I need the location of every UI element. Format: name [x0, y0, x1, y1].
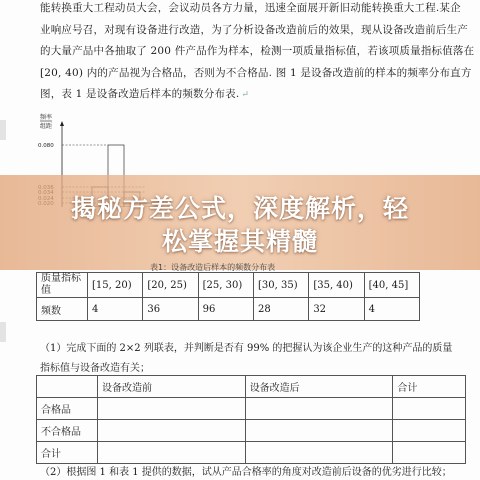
- bin-label: [30, 35): [257, 279, 298, 291]
- bin-label: [40, 45]: [368, 279, 409, 291]
- intro-line: [20, 40) 内的产品视为合格品，否则为不合格品. 图 1 是设备改造前的样本的频率分布直方: [40, 66, 472, 79]
- question-2: （2）根据图 1 和表 1 提供的数据，试从产品合格率的角度对改造前后设备的优劣进行比较；: [40, 467, 452, 478]
- column-header: [245, 376, 393, 398]
- row-header: [37, 420, 98, 442]
- empty-cell: [98, 398, 246, 420]
- table-row: [37, 298, 420, 321]
- count-cell: [253, 298, 308, 321]
- count-cell: [198, 298, 253, 321]
- y-tick-label: 0.080: [38, 143, 54, 149]
- empty-cell: [245, 398, 393, 420]
- banner-title-line: 松掌握其精髓: [161, 227, 318, 256]
- row-label-cell: [37, 298, 88, 321]
- intro-line: 的大量产品中各抽取了 200 件产品作为样本，检测一项质量指标值，若该项质量指标值落在: [40, 45, 475, 57]
- intro-line: 业响应号召，对现有设备进行改造，为了分析设备改造前后的效果，现从设备改造前后生产: [40, 23, 468, 36]
- question-1-line: 指标值与设备改造有关；: [40, 363, 150, 374]
- y-axis-arrow: [60, 121, 64, 126]
- table-row: [37, 420, 466, 442]
- header-label-cell: [37, 273, 88, 298]
- row-label: 频数: [41, 305, 61, 317]
- column-header: [393, 376, 466, 398]
- count-cell: [364, 298, 419, 321]
- empty-cell: [245, 442, 393, 464]
- bin-label: [35, 40): [313, 279, 353, 291]
- count-cell: [88, 298, 143, 321]
- frequency-table: [36, 272, 420, 321]
- count-value: 32: [313, 303, 327, 315]
- row-header-label: 不合格品: [41, 427, 81, 438]
- bin-cell: [253, 273, 308, 298]
- margin-marker: [0, 120, 6, 140]
- intro-line: 图，表 1 是设备改造后样本的频数分布表. ↵: [40, 88, 250, 100]
- empty-cell: [393, 398, 466, 420]
- row-header-label: 合格品: [41, 405, 71, 416]
- table-row: [37, 273, 420, 298]
- bin-cell: [198, 273, 253, 298]
- empty-cell: [393, 442, 466, 464]
- empty-cell: [98, 442, 246, 464]
- y-axis-label-top: 频率: [40, 114, 53, 121]
- banner-title: [0, 192, 480, 258]
- header-label: 质量指标值: [41, 273, 81, 296]
- bin-label: [20, 25): [147, 279, 187, 291]
- bin-cell: [309, 273, 364, 298]
- question-1: [40, 339, 452, 379]
- count-value: 4: [92, 303, 99, 315]
- bin-cell: [364, 273, 419, 298]
- margin-marker: [0, 322, 6, 342]
- count-value: 28: [257, 303, 271, 315]
- banner-title-line: 揭秘方差公式，深度解析，轻: [70, 194, 409, 223]
- count-value: 96: [202, 303, 216, 315]
- count-cell: [143, 298, 198, 321]
- intro-line: 能转换重大工程动员大会，会议动员各方力量，迅速全面展开新旧动能转换重大工程.某企: [40, 2, 461, 14]
- empty-cell: [245, 420, 393, 442]
- column-header-label: 设备改造前: [102, 383, 152, 394]
- table-row: [37, 442, 466, 464]
- row-header-label: 合计: [41, 449, 61, 460]
- bin-cell: [143, 273, 198, 298]
- bin-label: [25, 30): [202, 279, 243, 291]
- row-header: [37, 398, 98, 420]
- count-value: 36: [147, 303, 161, 315]
- y-axis-label-bottom: 组距: [40, 123, 53, 130]
- table1-caption: 表1：设备改造后样本的频数分布表: [150, 263, 276, 272]
- table-row: [37, 398, 466, 420]
- empty-cell: [393, 420, 466, 442]
- bin-label: [15, 20): [92, 279, 132, 291]
- bin-cell: [88, 273, 143, 298]
- column-header: [98, 376, 246, 398]
- table-row: [37, 376, 466, 398]
- empty-cell: [98, 420, 246, 442]
- row-header: [37, 442, 98, 464]
- column-header-label: 合计: [397, 383, 418, 394]
- contingency-table: [36, 375, 466, 464]
- column-header-label: 设备改造后: [249, 383, 300, 394]
- count-cell: [309, 298, 364, 321]
- question-1-line: （1）完成下面的 2×2 列联表，并判断是否有 99% 的把握认为该企业生产的这种产品的质量: [40, 343, 453, 354]
- count-value: 4: [368, 303, 376, 315]
- corner-cell: [37, 376, 98, 398]
- intro-paragraph: [40, 0, 475, 107]
